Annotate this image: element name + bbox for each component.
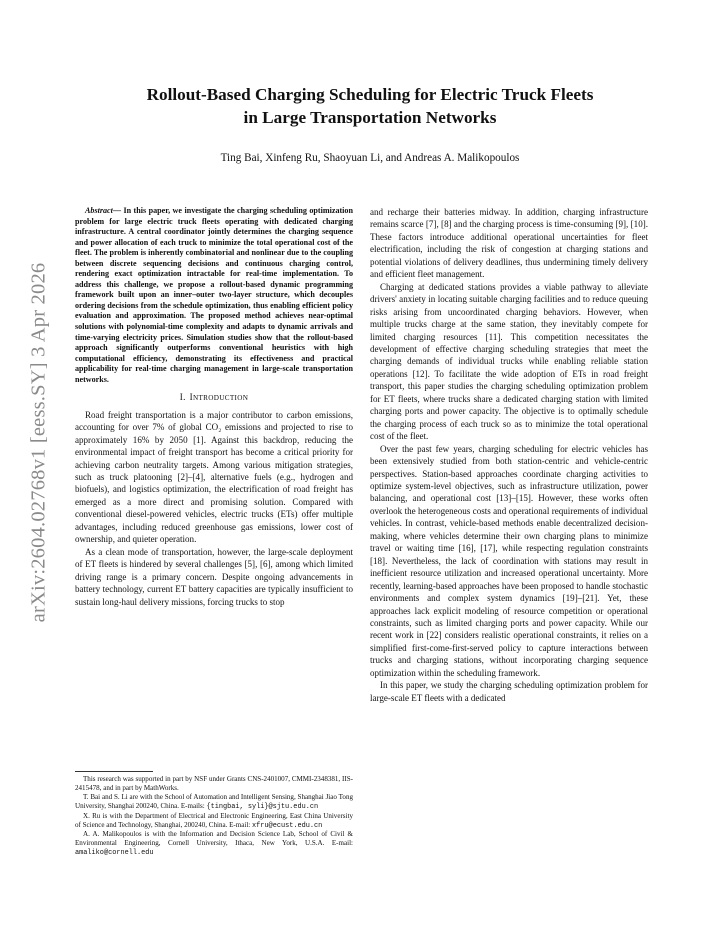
body-paragraph-contribution: In this paper, we study the charging scheduling optimization problem for large-scale ET fleets with a dedicated bbox=[370, 680, 648, 703]
footnote-funding: This research was supported in part by NSF under Grants CNS-2401007, CMMI-2348381, IIS-2415478, and in part by MathWorks. bbox=[75, 775, 353, 792]
intro-paragraph-1: Road freight transportation is a major contributor to carbon emissions, accounting for over 7% of global CO₂ emissions and projected to rise to approximately 16% by 2050 [1]. Against this backdrop, reducing the environmental impact of freight transport has become a critical priority for achieving carbon neutrality targets. Among various mitigation strategies, such as truck platooning [2]–[4], alternative fuels (e.g., hydrogen and biofuels), and logistics optimization, the electrification of road freight has emerged as a more direct and promising solution. Compared with conventional diesel-powered vehicles, electric trucks (ETs) offer multiple advantages, including reduced greenhouse gas emissions, lower cost of ownership, and quieter operation. bbox=[75, 409, 353, 545]
right-column bbox=[370, 206, 648, 704]
section-number: I. bbox=[179, 392, 186, 403]
title-line-1: Rollout-Based Charging Scheduling for Electric Truck Fleets bbox=[146, 85, 594, 104]
section-title-rest: NTRODUCTION bbox=[192, 394, 249, 403]
body-paragraph-related-work: Over the past few years, charging scheduling for electric vehicles has been extensively studied from both station-centric and vehicle-centric perspectives. Station-based approaches coordinate charging activities to optimize system-level objectives, such as infrastructure utilization, power balancing, and operational cost [13]–[15]. However, these works often overlook the heterogeneous costs and operational requirements of individual vehicles. In contrast, vehicle-based methods enable decentralized decision-making, where vehicles determine their own charging plans to minimize travel or waiting time [16], [17], while respecting regulation constraints [18]. Nevertheless, the lack of coordination with stations may result in inefficient resource utilization and increased operational uncertainty. More recently, learning-based approaches have been proposed to handle stochastic environments and complex system dynamics [19]–[21]. Yet, these approaches lack explicit modeling of resource competition or operational constraints, such as limited charging ports and power capacity. While our recent work in [22] considers realistic operational constraints, it relies on a simplified first-come-first-served policy to capture interactions between trucks and charging stations, without incorporating charging sequence optimization within the scheduling framework. bbox=[370, 443, 648, 678]
abstract bbox=[75, 206, 353, 385]
abstract-dash: — bbox=[112, 206, 124, 215]
body-paragraph-continued: and recharge their batteries midway. In addition, charging infrastructure remains scarce [7], [8] and the charging process is time-consuming [9], [10]. These factors introduce additional operational uncertainties for fleet electrification, including the risk of congestion at charging stations and potential violations of delivery deadlines, thus undermining timely delivery and efficient fleet management. bbox=[370, 207, 648, 280]
paper-title bbox=[90, 84, 650, 129]
abstract-label: Abstract bbox=[85, 206, 113, 215]
footnote-affiliation-ru bbox=[75, 812, 353, 831]
email-link[interactable]: {tingbai, syli}@sjtu.edu.cn bbox=[206, 802, 319, 811]
footnotes bbox=[75, 775, 353, 858]
left-column bbox=[75, 206, 353, 608]
footnote-affiliation-text: T. Bai and S. Li are with the School of Automation and Intelligent Sensing, Shanghai Jiao Tong University, Shanghai 200240, China. E-mails: bbox=[75, 792, 353, 810]
footnote-rule bbox=[75, 771, 153, 772]
footnote-affiliation-text: X. Ru is with the Department of Electrical and Electronic Engineering, East China University of Science and Technology, Shanghai, 200240, China. E-mail: bbox=[75, 811, 353, 829]
body-paragraph-dedicated-stations: Charging at dedicated stations provides a viable pathway to alleviate drivers' anxiety in locating suitable charging facilities and to reduce queuing risks arising from uncoordinated charging behaviors. However, when multiple trucks charge at the same station, they inevitably compete for limited charging resources [11]. This competition necessitates the development of effective charging scheduling strategies that meet the charging demands of individual trucks while enabling reliable station operations [12]. To facilitate the wide adoption of ETs in road freight transport, this paper studies the charging scheduling optimization problem for ET fleets, where trucks share a dedicated charging station with limited charging ports and power capacity. The objective is to optimally schedule the charging process of each truck so as to minimize the total operational cost of the fleet. bbox=[370, 281, 648, 442]
author-list: Ting Bai, Xinfeng Ru, Shaoyuan Li, and Andreas A. Malikopoulos bbox=[220, 152, 520, 164]
email-link[interactable]: amaliko@cornell.edu bbox=[75, 849, 154, 858]
section-heading-introduction bbox=[75, 391, 353, 404]
section-title-initial: I bbox=[189, 392, 193, 403]
intro-paragraph-2: As a clean mode of transportation, however, the large-scale deployment of ET fleets is hindered by several challenges [5], [6], among which limited driving range is a primary concern. Despite ongoing advancements in battery technology, current ET battery capacities are typically insufficient to sustain long-haul delivery missions, forcing trucks to stop bbox=[75, 546, 353, 607]
footnote-affiliation-bai-li bbox=[75, 793, 353, 812]
email-link[interactable]: xfru@ecust.edu.cn bbox=[252, 821, 323, 830]
footnote-affiliation-text: A. A. Malikopoulos is with the Information and Decision Science Lab, School of Civil & Environmental Engineering, Cornell University, Ithaca, New York, U.S.A. E-mail: bbox=[75, 830, 353, 848]
footnote-affiliation-malikopoulos bbox=[75, 830, 353, 858]
abstract-text: In this paper, we investigate the charging scheduling optimization problem for large electric truck fleets operating with dedicated charging infrastructure. A central coordinator jointly determines the charging sequence and power allocation of each truck to minimize the total operational cost of the fleet. The problem is inherently combinatorial and nonlinear due to the coupling between discrete sequencing decisions and continuous charging control, rendering exact optimization intractable for real-time implementation. To address this challenge, we propose a rollout-based dynamic programming framework built upon an inner–outer two-layer structure, which decouples ordering decisions from the schedule optimization, thus enabling efficient policy evaluation and approximation. The proposed method achieves near-optimal solutions with polynomial-time complexity and adapts to dynamic arrivals and time-varying electricity prices. Simulation studies show that the rollout-based approach significantly outperforms conventional heuristics with high computational efficiency, demonstrating its effectiveness and practical applicability for real-time charging management in large-scale transportation networks. bbox=[75, 206, 353, 384]
arxiv-stamp bbox=[19, 232, 59, 652]
title-line-2: in Large Transportation Networks bbox=[243, 107, 497, 127]
arxiv-identifier: arXiv:2604.02768v1 [eess.SY] 3 Apr 2026 bbox=[27, 262, 50, 622]
